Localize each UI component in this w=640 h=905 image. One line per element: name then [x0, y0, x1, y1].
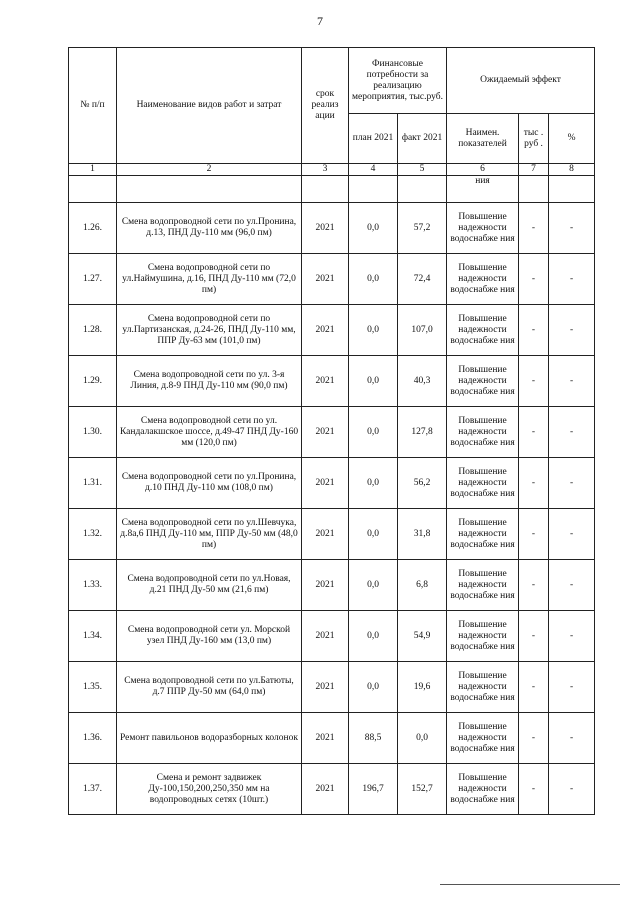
header-num: № п/п — [69, 48, 117, 164]
table-row — [69, 764, 595, 815]
effect-percent: - — [549, 407, 595, 458]
fact-value: 54,9 — [398, 611, 447, 662]
effect-thousand: - — [519, 764, 549, 815]
effect-thousand: - — [519, 458, 549, 509]
row-number: 1.35. — [69, 662, 117, 713]
term-year: 2021 — [302, 305, 349, 356]
effect-indicator: Повышение надежности водоснабже ния — [447, 611, 519, 662]
cell-empty — [349, 176, 398, 203]
effect-indicator: Повышение надежности водоснабже ния — [447, 458, 519, 509]
plan-value: 0,0 — [349, 662, 398, 713]
work-name: Смена водопроводной сети по ул. 3-я Линия, д.8-9 ПНД Ду-110 мм (90,0 пм) — [117, 356, 302, 407]
plan-value: 0,0 — [349, 254, 398, 305]
effect-thousand: - — [519, 662, 549, 713]
work-name: Смена водопроводной сети по ул.Батюты, д.7 ППР Ду-50 мм (64,0 пм) — [117, 662, 302, 713]
plan-value: 88,5 — [349, 713, 398, 764]
term-year: 2021 — [302, 509, 349, 560]
effect-thousand: - — [519, 713, 549, 764]
effect-thousand: - — [519, 407, 549, 458]
table-row — [69, 458, 595, 509]
term-year: 2021 — [302, 713, 349, 764]
term-year: 2021 — [302, 254, 349, 305]
row-number: 1.32. — [69, 509, 117, 560]
table-row — [69, 305, 595, 356]
row-number: 1.37. — [69, 764, 117, 815]
continuation-row — [69, 176, 595, 203]
header-percent: % — [549, 114, 595, 164]
header-effect: Ожидаемый эффект — [447, 48, 595, 114]
header-plan: план 2021 — [349, 114, 398, 164]
table-row — [69, 713, 595, 764]
fact-value: 57,2 — [398, 203, 447, 254]
effect-indicator: Повышение надежности водоснабже ния — [447, 254, 519, 305]
table-row — [69, 407, 595, 458]
effect-indicator: Повышение надежности водоснабже ния — [447, 356, 519, 407]
table-row — [69, 356, 595, 407]
table-row — [69, 662, 595, 713]
header-name: Наименование видов работ и затрат — [117, 48, 302, 164]
page-number: 7 — [317, 14, 323, 28]
column-number: 4 — [349, 164, 398, 176]
plan-value: 196,7 — [349, 764, 398, 815]
cell-empty — [117, 176, 302, 203]
continuation-text: ния — [447, 176, 519, 203]
row-number: 1.29. — [69, 356, 117, 407]
effect-thousand: - — [519, 509, 549, 560]
effect-percent: - — [549, 611, 595, 662]
row-number: 1.27. — [69, 254, 117, 305]
fact-value: 31,8 — [398, 509, 447, 560]
cell-empty — [519, 176, 549, 203]
effect-thousand: - — [519, 305, 549, 356]
fact-value: 40,3 — [398, 356, 447, 407]
header-fact: факт 2021 — [398, 114, 447, 164]
row-number: 1.33. — [69, 560, 117, 611]
fact-value: 19,6 — [398, 662, 447, 713]
term-year: 2021 — [302, 560, 349, 611]
cell-empty — [302, 176, 349, 203]
effect-thousand: - — [519, 560, 549, 611]
header-thousand: тыс . руб . — [519, 114, 549, 164]
effect-percent: - — [549, 713, 595, 764]
work-name: Смена водопроводной сети по ул.Пронина, д.10 ПНД Ду-110 мм (108,0 пм) — [117, 458, 302, 509]
effect-indicator: Повышение надежности водоснабже ния — [447, 560, 519, 611]
work-name: Смена водопроводной сети по ул.Шевчука, д.8а,6 ПНД Ду-110 мм, ППР Ду-50 мм (48,0 пм) — [117, 509, 302, 560]
work-name: Смена и ремонт задвижек Ду-100,150,200,250,350 мм на водопроводных сетях (10шт.) — [117, 764, 302, 815]
work-name: Смена водопроводной сети по ул.Партизанская, д.24-26, ПНД Ду-110 мм, ППР Ду-63 мм (101,0 пм) — [117, 305, 302, 356]
row-number: 1.36. — [69, 713, 117, 764]
plan-value: 0,0 — [349, 458, 398, 509]
fact-value: 56,2 — [398, 458, 447, 509]
table-row — [69, 611, 595, 662]
fact-value: 0,0 — [398, 713, 447, 764]
cell-empty — [398, 176, 447, 203]
effect-indicator: Повышение надежности водоснабже ния — [447, 662, 519, 713]
effect-thousand: - — [519, 203, 549, 254]
plan-value: 0,0 — [349, 305, 398, 356]
work-name: Смена водопроводной сети по ул.Новая, д.21 ПНД Ду-50 мм (21,6 пм) — [117, 560, 302, 611]
plan-value: 0,0 — [349, 203, 398, 254]
term-year: 2021 — [302, 662, 349, 713]
effect-indicator: Повышение надежности водоснабже ния — [447, 764, 519, 815]
plan-value: 0,0 — [349, 611, 398, 662]
effect-indicator: Повышение надежности водоснабже ния — [447, 203, 519, 254]
cell-empty — [69, 176, 117, 203]
row-number: 1.28. — [69, 305, 117, 356]
effect-percent: - — [549, 254, 595, 305]
column-number: 6 — [447, 164, 519, 176]
term-year: 2021 — [302, 203, 349, 254]
work-name: Смена водопроводной сети по ул.Пронина, д.13, ПНД Ду-110 мм (96,0 пм) — [117, 203, 302, 254]
effect-thousand: - — [519, 356, 549, 407]
table-row — [69, 254, 595, 305]
effect-indicator: Повышение надежности водоснабже ния — [447, 407, 519, 458]
header-row — [69, 48, 595, 114]
column-number: 2 — [117, 164, 302, 176]
plan-value: 0,0 — [349, 509, 398, 560]
effect-thousand: - — [519, 254, 549, 305]
work-name: Смена водопроводной сети по ул. Кандалакшское шоссе, д.49-47 ПНД Ду-160 мм (120,0 пм) — [117, 407, 302, 458]
term-year: 2021 — [302, 764, 349, 815]
table-row — [69, 560, 595, 611]
fact-value: 152,7 — [398, 764, 447, 815]
plan-value: 0,0 — [349, 407, 398, 458]
effect-percent: - — [549, 458, 595, 509]
header-term: срок реализ ации — [302, 48, 349, 164]
fact-value: 107,0 — [398, 305, 447, 356]
effect-percent: - — [549, 203, 595, 254]
effect-indicator: Повышение надежности водоснабже ния — [447, 509, 519, 560]
table-row — [69, 509, 595, 560]
effect-percent: - — [549, 560, 595, 611]
column-number: 7 — [519, 164, 549, 176]
row-number: 1.26. — [69, 203, 117, 254]
term-year: 2021 — [302, 407, 349, 458]
header-finance: Финансовые потребности за реализацию мероприятия, тыс.руб. — [349, 48, 447, 114]
header-indicator: Наимен. показателей — [447, 114, 519, 164]
column-number: 5 — [398, 164, 447, 176]
column-number: 3 — [302, 164, 349, 176]
fact-value: 72,4 — [398, 254, 447, 305]
column-number: 1 — [69, 164, 117, 176]
column-numbers-row — [69, 164, 595, 176]
effect-percent: - — [549, 509, 595, 560]
fact-value: 6,8 — [398, 560, 447, 611]
fact-value: 127,8 — [398, 407, 447, 458]
work-name: Смена водопроводной сети ул. Морской узел ПНД Ду-160 мм (13,0 пм) — [117, 611, 302, 662]
footer-divider — [440, 884, 620, 885]
term-year: 2021 — [302, 356, 349, 407]
work-name: Ремонт павильонов водоразборных колонок — [117, 713, 302, 764]
cell-empty — [549, 176, 595, 203]
term-year: 2021 — [302, 611, 349, 662]
effect-percent: - — [549, 662, 595, 713]
row-number: 1.30. — [69, 407, 117, 458]
table-row — [69, 203, 595, 254]
plan-value: 0,0 — [349, 356, 398, 407]
effect-percent: - — [549, 356, 595, 407]
effect-indicator: Повышение надежности водоснабже ния — [447, 305, 519, 356]
works-table — [68, 47, 595, 815]
work-name: Смена водопроводной сети по ул.Наймушина, д.16, ПНД Ду-110 мм (72,0 пм) — [117, 254, 302, 305]
effect-percent: - — [549, 764, 595, 815]
effect-thousand: - — [519, 611, 549, 662]
row-number: 1.34. — [69, 611, 117, 662]
column-number: 8 — [549, 164, 595, 176]
effect-indicator: Повышение надежности водоснабже ния — [447, 713, 519, 764]
plan-value: 0,0 — [349, 560, 398, 611]
row-number: 1.31. — [69, 458, 117, 509]
term-year: 2021 — [302, 458, 349, 509]
effect-percent: - — [549, 305, 595, 356]
